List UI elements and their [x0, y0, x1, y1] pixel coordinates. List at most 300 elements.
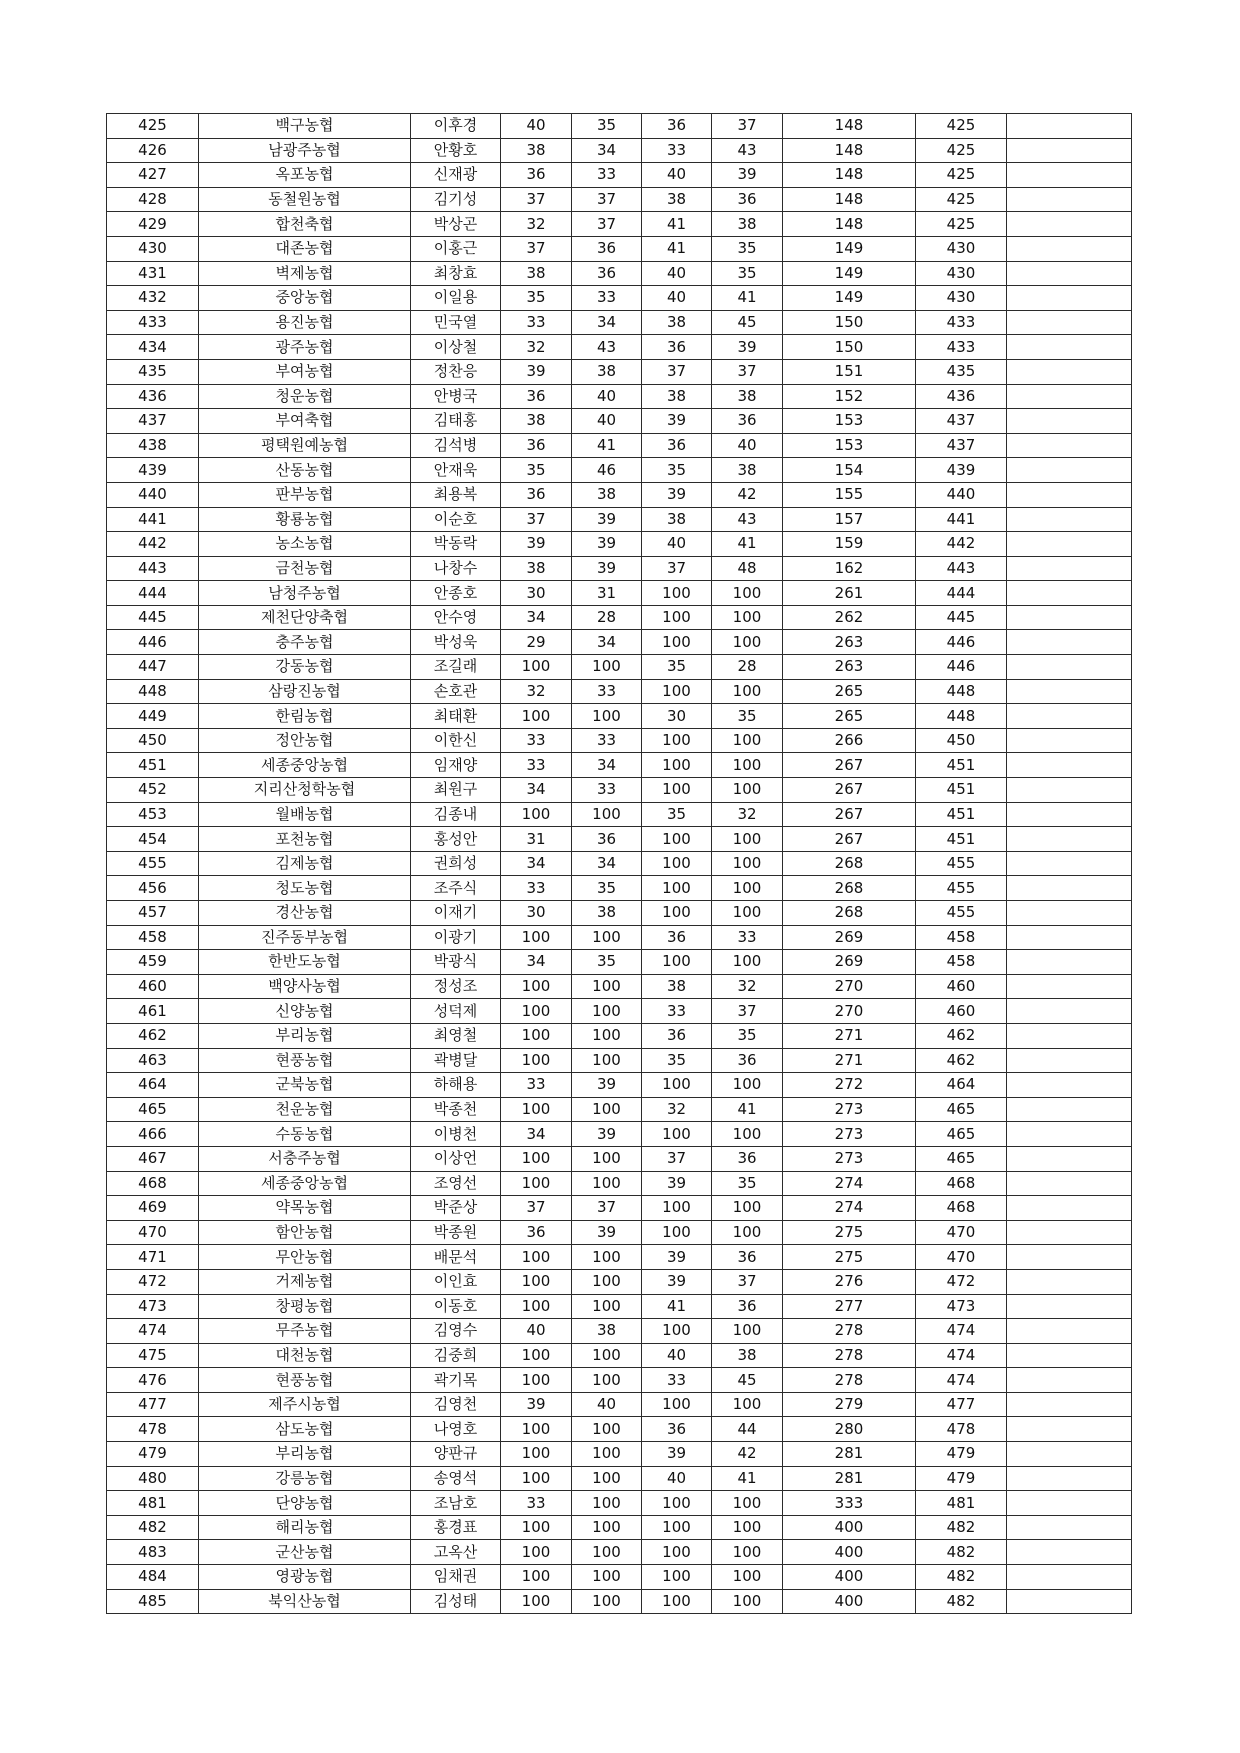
score-1-cell: 100 — [501, 1417, 572, 1442]
note-cell — [1007, 236, 1132, 261]
total-score-cell: 262 — [783, 605, 916, 630]
table-row — [107, 114, 1132, 139]
row-number-cell: 426 — [107, 138, 199, 163]
row-number-cell: 436 — [107, 384, 199, 409]
rank-cell: 446 — [916, 630, 1007, 655]
row-number-cell: 485 — [107, 1589, 199, 1614]
organization-cell: 대존농협 — [199, 236, 411, 261]
note-cell — [1007, 433, 1132, 458]
table-row — [107, 974, 1132, 999]
organization-cell: 용진농협 — [199, 310, 411, 335]
person-name-cell: 이광기 — [411, 925, 501, 950]
table-row — [107, 236, 1132, 261]
total-score-cell: 278 — [783, 1319, 916, 1344]
score-4-cell: 36 — [712, 1294, 783, 1319]
note-cell — [1007, 655, 1132, 680]
score-4-cell: 41 — [712, 1466, 783, 1491]
rank-cell: 478 — [916, 1417, 1007, 1442]
row-number-cell: 465 — [107, 1097, 199, 1122]
rank-cell: 425 — [916, 163, 1007, 188]
person-name-cell: 김영수 — [411, 1319, 501, 1344]
organization-cell: 무안농협 — [199, 1245, 411, 1270]
person-name-cell: 정찬응 — [411, 359, 501, 384]
score-2-cell: 100 — [572, 974, 642, 999]
score-1-cell: 100 — [501, 1245, 572, 1270]
score-4-cell: 100 — [712, 1491, 783, 1516]
person-name-cell: 최원구 — [411, 778, 501, 803]
score-3-cell: 100 — [642, 1540, 712, 1565]
score-4-cell: 100 — [712, 901, 783, 926]
row-number-cell: 437 — [107, 409, 199, 434]
table-row — [107, 138, 1132, 163]
note-cell — [1007, 1466, 1132, 1491]
score-2-cell: 100 — [572, 1146, 642, 1171]
rank-cell: 462 — [916, 1023, 1007, 1048]
score-4-cell: 45 — [712, 310, 783, 335]
score-3-cell: 100 — [642, 1073, 712, 1098]
total-score-cell: 148 — [783, 187, 916, 212]
person-name-cell: 최영철 — [411, 1023, 501, 1048]
score-4-cell: 100 — [712, 1392, 783, 1417]
score-2-cell: 46 — [572, 458, 642, 483]
score-4-cell: 100 — [712, 1540, 783, 1565]
score-2-cell: 34 — [572, 851, 642, 876]
score-2-cell: 100 — [572, 1565, 642, 1590]
total-score-cell: 150 — [783, 335, 916, 360]
score-1-cell: 100 — [501, 1269, 572, 1294]
score-3-cell: 33 — [642, 1368, 712, 1393]
score-2-cell: 39 — [572, 1220, 642, 1245]
score-4-cell: 100 — [712, 753, 783, 778]
row-number-cell: 455 — [107, 851, 199, 876]
person-name-cell: 박준상 — [411, 1196, 501, 1221]
note-cell — [1007, 1097, 1132, 1122]
organization-cell: 부여축협 — [199, 409, 411, 434]
row-number-cell: 441 — [107, 507, 199, 532]
organization-cell: 진주동부농협 — [199, 925, 411, 950]
score-1-cell: 30 — [501, 901, 572, 926]
score-3-cell: 100 — [642, 1565, 712, 1590]
rank-cell: 481 — [916, 1491, 1007, 1516]
person-name-cell: 양판규 — [411, 1442, 501, 1467]
score-3-cell: 100 — [642, 605, 712, 630]
person-name-cell: 홍경표 — [411, 1515, 501, 1540]
score-2-cell: 31 — [572, 581, 642, 606]
table-row — [107, 950, 1132, 975]
score-1-cell: 39 — [501, 1392, 572, 1417]
score-2-cell: 43 — [572, 335, 642, 360]
score-4-cell: 100 — [712, 1515, 783, 1540]
score-1-cell: 29 — [501, 630, 572, 655]
score-1-cell: 36 — [501, 384, 572, 409]
score-1-cell: 100 — [501, 925, 572, 950]
person-name-cell: 박종천 — [411, 1097, 501, 1122]
score-2-cell: 35 — [572, 114, 642, 139]
score-3-cell: 40 — [642, 261, 712, 286]
total-score-cell: 276 — [783, 1269, 916, 1294]
score-4-cell: 38 — [712, 1343, 783, 1368]
row-number-cell: 443 — [107, 556, 199, 581]
organization-cell: 벽제농협 — [199, 261, 411, 286]
score-1-cell: 39 — [501, 532, 572, 557]
score-4-cell: 100 — [712, 605, 783, 630]
rank-cell: 430 — [916, 236, 1007, 261]
note-cell — [1007, 851, 1132, 876]
score-2-cell: 33 — [572, 778, 642, 803]
table-row — [107, 163, 1132, 188]
score-4-cell: 36 — [712, 409, 783, 434]
score-2-cell: 39 — [572, 1073, 642, 1098]
note-cell — [1007, 778, 1132, 803]
rank-cell: 433 — [916, 310, 1007, 335]
score-2-cell: 37 — [572, 1196, 642, 1221]
score-4-cell: 100 — [712, 1196, 783, 1221]
note-cell — [1007, 286, 1132, 311]
row-number-cell: 452 — [107, 778, 199, 803]
row-number-cell: 460 — [107, 974, 199, 999]
score-1-cell: 100 — [501, 1368, 572, 1393]
person-name-cell: 임재양 — [411, 753, 501, 778]
table-row — [107, 679, 1132, 704]
note-cell — [1007, 630, 1132, 655]
organization-cell: 거제농협 — [199, 1269, 411, 1294]
note-cell — [1007, 310, 1132, 335]
table-row — [107, 1417, 1132, 1442]
score-4-cell: 100 — [712, 1565, 783, 1590]
row-number-cell: 456 — [107, 876, 199, 901]
row-number-cell: 484 — [107, 1565, 199, 1590]
score-3-cell: 36 — [642, 1417, 712, 1442]
organization-cell: 동철원농협 — [199, 187, 411, 212]
total-score-cell: 148 — [783, 163, 916, 188]
organization-cell: 세종중앙농협 — [199, 1171, 411, 1196]
organization-cell: 정안농협 — [199, 728, 411, 753]
row-number-cell: 454 — [107, 827, 199, 852]
score-4-cell: 100 — [712, 1073, 783, 1098]
organization-cell: 김제농협 — [199, 851, 411, 876]
score-3-cell: 100 — [642, 1392, 712, 1417]
score-4-cell: 36 — [712, 1146, 783, 1171]
table-row — [107, 1023, 1132, 1048]
total-score-cell: 271 — [783, 1023, 916, 1048]
score-4-cell: 41 — [712, 532, 783, 557]
row-number-cell: 445 — [107, 605, 199, 630]
table-row — [107, 359, 1132, 384]
results-table — [106, 113, 1132, 1614]
score-4-cell: 37 — [712, 114, 783, 139]
total-score-cell: 333 — [783, 1491, 916, 1516]
score-3-cell: 36 — [642, 925, 712, 950]
person-name-cell: 배문석 — [411, 1245, 501, 1270]
score-4-cell: 32 — [712, 802, 783, 827]
score-2-cell: 39 — [572, 1122, 642, 1147]
table-row — [107, 286, 1132, 311]
score-2-cell: 100 — [572, 1048, 642, 1073]
table-body — [107, 114, 1132, 1614]
score-1-cell: 34 — [501, 605, 572, 630]
score-3-cell: 100 — [642, 1589, 712, 1614]
total-score-cell: 400 — [783, 1540, 916, 1565]
total-score-cell: 272 — [783, 1073, 916, 1098]
person-name-cell: 이한신 — [411, 728, 501, 753]
row-number-cell: 447 — [107, 655, 199, 680]
score-3-cell: 39 — [642, 1442, 712, 1467]
score-4-cell: 100 — [712, 827, 783, 852]
score-1-cell: 33 — [501, 310, 572, 335]
score-4-cell: 44 — [712, 1417, 783, 1442]
organization-cell: 경산농협 — [199, 901, 411, 926]
score-2-cell: 35 — [572, 950, 642, 975]
score-2-cell: 100 — [572, 1343, 642, 1368]
score-4-cell: 32 — [712, 974, 783, 999]
person-name-cell: 이동호 — [411, 1294, 501, 1319]
score-3-cell: 100 — [642, 876, 712, 901]
table-row — [107, 1269, 1132, 1294]
score-4-cell: 41 — [712, 1097, 783, 1122]
note-cell — [1007, 1122, 1132, 1147]
rank-cell: 465 — [916, 1122, 1007, 1147]
note-cell — [1007, 187, 1132, 212]
person-name-cell: 이재기 — [411, 901, 501, 926]
score-1-cell: 100 — [501, 1171, 572, 1196]
note-cell — [1007, 1294, 1132, 1319]
organization-cell: 포천농협 — [199, 827, 411, 852]
note-cell — [1007, 1319, 1132, 1344]
organization-cell: 남청주농협 — [199, 581, 411, 606]
person-name-cell: 박광식 — [411, 950, 501, 975]
person-name-cell: 조영선 — [411, 1171, 501, 1196]
score-4-cell: 37 — [712, 999, 783, 1024]
row-number-cell: 427 — [107, 163, 199, 188]
table-row — [107, 876, 1132, 901]
organization-cell: 신양농협 — [199, 999, 411, 1024]
score-1-cell: 100 — [501, 1515, 572, 1540]
score-3-cell: 39 — [642, 1171, 712, 1196]
organization-cell: 해리농협 — [199, 1515, 411, 1540]
total-score-cell: 267 — [783, 802, 916, 827]
score-4-cell: 100 — [712, 876, 783, 901]
score-3-cell: 30 — [642, 704, 712, 729]
score-1-cell: 34 — [501, 851, 572, 876]
row-number-cell: 478 — [107, 1417, 199, 1442]
table-row — [107, 1220, 1132, 1245]
row-number-cell: 432 — [107, 286, 199, 311]
score-1-cell: 33 — [501, 753, 572, 778]
total-score-cell: 263 — [783, 630, 916, 655]
total-score-cell: 265 — [783, 704, 916, 729]
score-3-cell: 100 — [642, 581, 712, 606]
score-3-cell: 100 — [642, 679, 712, 704]
score-3-cell: 40 — [642, 1343, 712, 1368]
total-score-cell: 400 — [783, 1515, 916, 1540]
table-row — [107, 384, 1132, 409]
person-name-cell: 이병천 — [411, 1122, 501, 1147]
score-4-cell: 35 — [712, 1171, 783, 1196]
rank-cell: 451 — [916, 827, 1007, 852]
organization-cell: 부여농협 — [199, 359, 411, 384]
total-score-cell: 263 — [783, 655, 916, 680]
total-score-cell: 273 — [783, 1122, 916, 1147]
row-number-cell: 459 — [107, 950, 199, 975]
organization-cell: 한반도농협 — [199, 950, 411, 975]
total-score-cell: 270 — [783, 974, 916, 999]
rank-cell: 430 — [916, 261, 1007, 286]
table-row — [107, 999, 1132, 1024]
person-name-cell: 김성태 — [411, 1589, 501, 1614]
score-4-cell: 100 — [712, 950, 783, 975]
row-number-cell: 435 — [107, 359, 199, 384]
score-3-cell: 36 — [642, 335, 712, 360]
score-2-cell: 38 — [572, 901, 642, 926]
score-1-cell: 100 — [501, 1146, 572, 1171]
score-4-cell: 48 — [712, 556, 783, 581]
score-1-cell: 100 — [501, 1466, 572, 1491]
organization-cell: 약목농협 — [199, 1196, 411, 1221]
score-3-cell: 37 — [642, 359, 712, 384]
row-number-cell: 469 — [107, 1196, 199, 1221]
score-2-cell: 100 — [572, 1269, 642, 1294]
score-3-cell: 100 — [642, 901, 712, 926]
note-cell — [1007, 261, 1132, 286]
score-1-cell: 100 — [501, 1540, 572, 1565]
table-row — [107, 409, 1132, 434]
total-score-cell: 273 — [783, 1097, 916, 1122]
note-cell — [1007, 974, 1132, 999]
total-score-cell: 273 — [783, 1146, 916, 1171]
row-number-cell: 464 — [107, 1073, 199, 1098]
score-3-cell: 41 — [642, 212, 712, 237]
organization-cell: 제천단양축협 — [199, 605, 411, 630]
table-row — [107, 1466, 1132, 1491]
person-name-cell: 곽병달 — [411, 1048, 501, 1073]
score-3-cell: 41 — [642, 236, 712, 261]
rank-cell: 482 — [916, 1565, 1007, 1590]
rank-cell: 425 — [916, 187, 1007, 212]
note-cell — [1007, 1048, 1132, 1073]
person-name-cell: 이후경 — [411, 114, 501, 139]
score-3-cell: 38 — [642, 507, 712, 532]
rank-cell: 443 — [916, 556, 1007, 581]
score-2-cell: 36 — [572, 261, 642, 286]
row-number-cell: 482 — [107, 1515, 199, 1540]
score-2-cell: 100 — [572, 925, 642, 950]
note-cell — [1007, 532, 1132, 557]
score-2-cell: 37 — [572, 187, 642, 212]
score-3-cell: 39 — [642, 1269, 712, 1294]
table-row — [107, 482, 1132, 507]
person-name-cell: 이상철 — [411, 335, 501, 360]
note-cell — [1007, 901, 1132, 926]
person-name-cell: 민국열 — [411, 310, 501, 335]
rank-cell: 470 — [916, 1245, 1007, 1270]
rank-cell: 458 — [916, 925, 1007, 950]
table-row — [107, 532, 1132, 557]
note-cell — [1007, 114, 1132, 139]
score-2-cell: 100 — [572, 1245, 642, 1270]
score-4-cell: 36 — [712, 187, 783, 212]
table-row — [107, 630, 1132, 655]
rank-cell: 458 — [916, 950, 1007, 975]
score-2-cell: 40 — [572, 409, 642, 434]
score-1-cell: 100 — [501, 1023, 572, 1048]
score-3-cell: 39 — [642, 409, 712, 434]
table-row — [107, 1073, 1132, 1098]
score-1-cell: 32 — [501, 212, 572, 237]
score-4-cell: 100 — [712, 1122, 783, 1147]
person-name-cell: 김기성 — [411, 187, 501, 212]
score-1-cell: 31 — [501, 827, 572, 852]
organization-cell: 현풍농협 — [199, 1048, 411, 1073]
score-1-cell: 38 — [501, 556, 572, 581]
score-4-cell: 36 — [712, 1048, 783, 1073]
score-2-cell: 38 — [572, 1319, 642, 1344]
note-cell — [1007, 507, 1132, 532]
table-row — [107, 1319, 1132, 1344]
note-cell — [1007, 482, 1132, 507]
note-cell — [1007, 1269, 1132, 1294]
rank-cell: 425 — [916, 212, 1007, 237]
organization-cell: 황룡농협 — [199, 507, 411, 532]
score-2-cell: 40 — [572, 1392, 642, 1417]
score-3-cell: 35 — [642, 655, 712, 680]
score-1-cell: 100 — [501, 1048, 572, 1073]
rank-cell: 448 — [916, 704, 1007, 729]
score-3-cell: 100 — [642, 950, 712, 975]
total-score-cell: 268 — [783, 901, 916, 926]
row-number-cell: 473 — [107, 1294, 199, 1319]
note-cell — [1007, 1515, 1132, 1540]
score-3-cell: 39 — [642, 482, 712, 507]
table-row — [107, 335, 1132, 360]
rank-cell: 460 — [916, 999, 1007, 1024]
score-3-cell: 100 — [642, 753, 712, 778]
score-3-cell: 100 — [642, 1515, 712, 1540]
score-4-cell: 37 — [712, 1269, 783, 1294]
score-3-cell: 38 — [642, 384, 712, 409]
score-3-cell: 100 — [642, 851, 712, 876]
total-score-cell: 274 — [783, 1196, 916, 1221]
score-1-cell: 33 — [501, 728, 572, 753]
organization-cell: 천운농협 — [199, 1097, 411, 1122]
total-score-cell: 148 — [783, 212, 916, 237]
score-1-cell: 34 — [501, 778, 572, 803]
score-3-cell: 100 — [642, 1122, 712, 1147]
rank-cell: 455 — [916, 876, 1007, 901]
total-score-cell: 149 — [783, 261, 916, 286]
organization-cell: 영광농협 — [199, 1565, 411, 1590]
total-score-cell: 279 — [783, 1392, 916, 1417]
note-cell — [1007, 384, 1132, 409]
rank-cell: 430 — [916, 286, 1007, 311]
score-3-cell: 100 — [642, 1319, 712, 1344]
organization-cell: 삼도농협 — [199, 1417, 411, 1442]
score-1-cell: 100 — [501, 1565, 572, 1590]
rank-cell: 474 — [916, 1319, 1007, 1344]
total-score-cell: 157 — [783, 507, 916, 532]
table-row — [107, 1146, 1132, 1171]
score-3-cell: 40 — [642, 163, 712, 188]
organization-cell: 합천축협 — [199, 212, 411, 237]
person-name-cell: 안재욱 — [411, 458, 501, 483]
rank-cell: 479 — [916, 1442, 1007, 1467]
total-score-cell: 148 — [783, 114, 916, 139]
table-row — [107, 901, 1132, 926]
score-3-cell: 100 — [642, 1491, 712, 1516]
table-row — [107, 827, 1132, 852]
note-cell — [1007, 1368, 1132, 1393]
note-cell — [1007, 1023, 1132, 1048]
score-2-cell: 40 — [572, 384, 642, 409]
